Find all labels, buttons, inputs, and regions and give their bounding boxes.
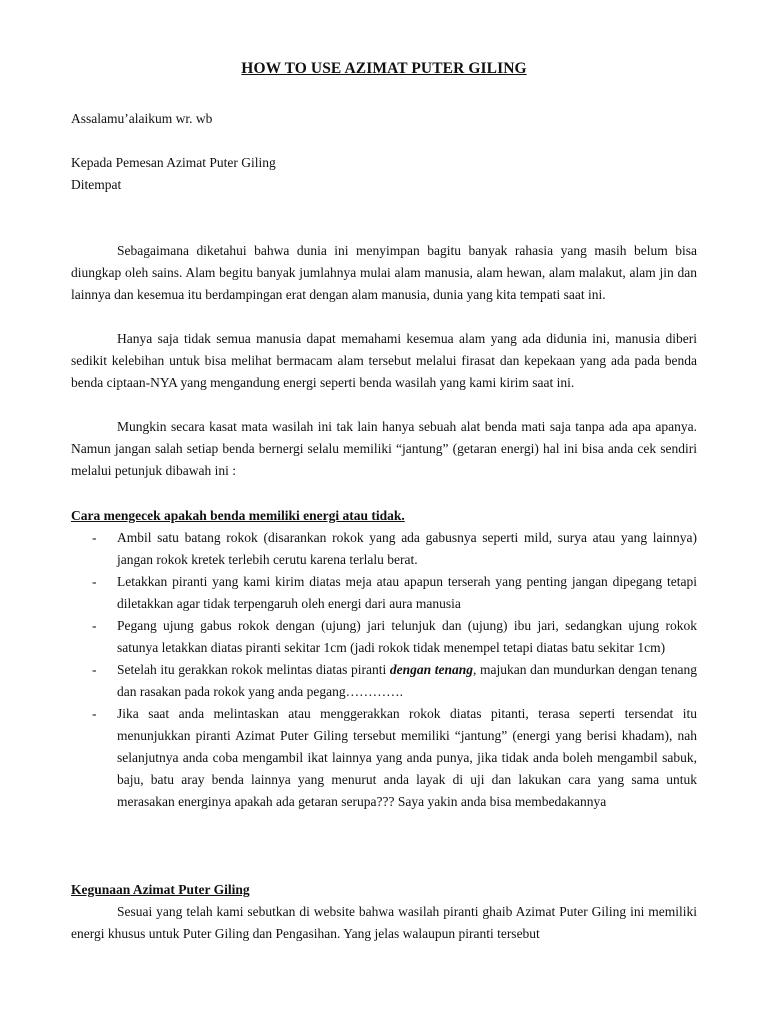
step-text: Setelah itu gerakkan rokok melintas diatas piranti — [117, 662, 390, 677]
bullet-dash: - — [92, 662, 97, 677]
use-paragraph: Sesuai yang telah kami sebutkan di website bahwa wasilah piranti ghaib Azimat Puter Giling ini memiliki energi khusus untuk Puter Giling dan Pengasihan. Yang jelas walaupun piranti tersebut — [71, 904, 697, 941]
intro-paragraph-1: Sebagaimana diketahui bahwa dunia ini menyimpan bagitu banyak rahasia yang masih belum bisa diungkap oleh sains. Alam begitu banyak jumlahnya mulai alam manusia, alam hewan, alam malakut, alam jin dan lainnya dan kesemua itu berdampingan erat dengan alam manusia, dunia yang kita tempati saat ini. — [71, 243, 697, 302]
bullet-dash: - — [92, 574, 97, 589]
bullet-dash: - — [92, 530, 97, 545]
step-text: Pegang ujung gabus rokok dengan (ujung) jari telunjuk dan (ujung) ibu jari, sedangkan ujung rokok satunya letakkan diatas piranti sekitar 1cm (jadi rokok tidak menempel tetapi diatas batu sekitar 1cm) — [117, 618, 697, 655]
list-item — [71, 659, 697, 703]
list-item — [71, 571, 697, 615]
step-text: Letakkan piranti yang kami kirim diatas meja atau apapun terserah yang penting jangan dipegang tetapi diletakkan agar tidak terpengaruh oleh energi dari aura manusia — [117, 574, 697, 611]
check-steps-list — [71, 527, 697, 813]
step-emphasis: dengan tenang — [389, 662, 474, 677]
greeting: Assalamu’alaikum wr. wb — [71, 111, 213, 126]
list-item — [71, 527, 697, 571]
bullet-dash: - — [92, 706, 97, 721]
use-section-heading: Kegunaan Azimat Puter Giling — [71, 882, 250, 897]
step-text: , majukan dan mundurkan dengan tenang dan rasakan pada rokok yang anda pegang…………. — [117, 662, 697, 699]
bullet-dash: - — [92, 618, 97, 633]
document-title: HOW TO USE AZIMAT PUTER GILING — [241, 60, 527, 77]
step-text: Ambil satu batang rokok (disarankan rokok yang ada gabusnya seperti mild, surya atau yang lainnya) jangan rokok kretek terlebih cerutu karena terlalu berat. — [117, 530, 697, 567]
address-line-2: Ditempat — [71, 177, 122, 192]
intro-paragraph-2: Hanya saja tidak semua manusia dapat memahami kesemua alam yang ada didunia ini, manusia diberi sedikit kelebihan untuk bisa melihat bermacam alam tersebut melalui firasat dan kepekaan yang ada pada benda benda ciptaan-NYA yang mengandung energi seperti benda wasilah yang kami kirim saat ini. — [71, 331, 697, 390]
list-item — [71, 615, 697, 659]
list-item — [71, 703, 697, 813]
check-section-heading: Cara mengecek apakah benda memiliki energi atau tidak. — [71, 508, 405, 523]
intro-paragraph-3: Mungkin secara kasat mata wasilah ini tak lain hanya sebuah alat benda mati saja tanpa ada apa apanya. Namun jangan salah setiap benda bernergi selalu memiliki “jantung” (getaran energi) hal ini bisa anda cek sendiri melalui petunjuk dibawah ini : — [71, 419, 697, 478]
step-text: Jika saat anda melintaskan atau menggerakkan rokok diatas pitanti, terasa seperti tersendat itu menunjukkan piranti Azimat Puter Giling tersebut memiliki “jantung” (energi yang berisi khadam), nah selanjutnya anda coba mengambil ikat lainnya yang anda punya, jika tidak anda boleh mengambil sabuk, baju, batu aray benda lainnya yang menurut anda layak di uji dan lakukan cara yang sama untuk merasakan energinya apakah ada getaran serupa??? Saya yakin anda bisa membedakannya — [117, 706, 697, 809]
address-line-1: Kepada Pemesan Azimat Puter Giling — [71, 155, 276, 170]
